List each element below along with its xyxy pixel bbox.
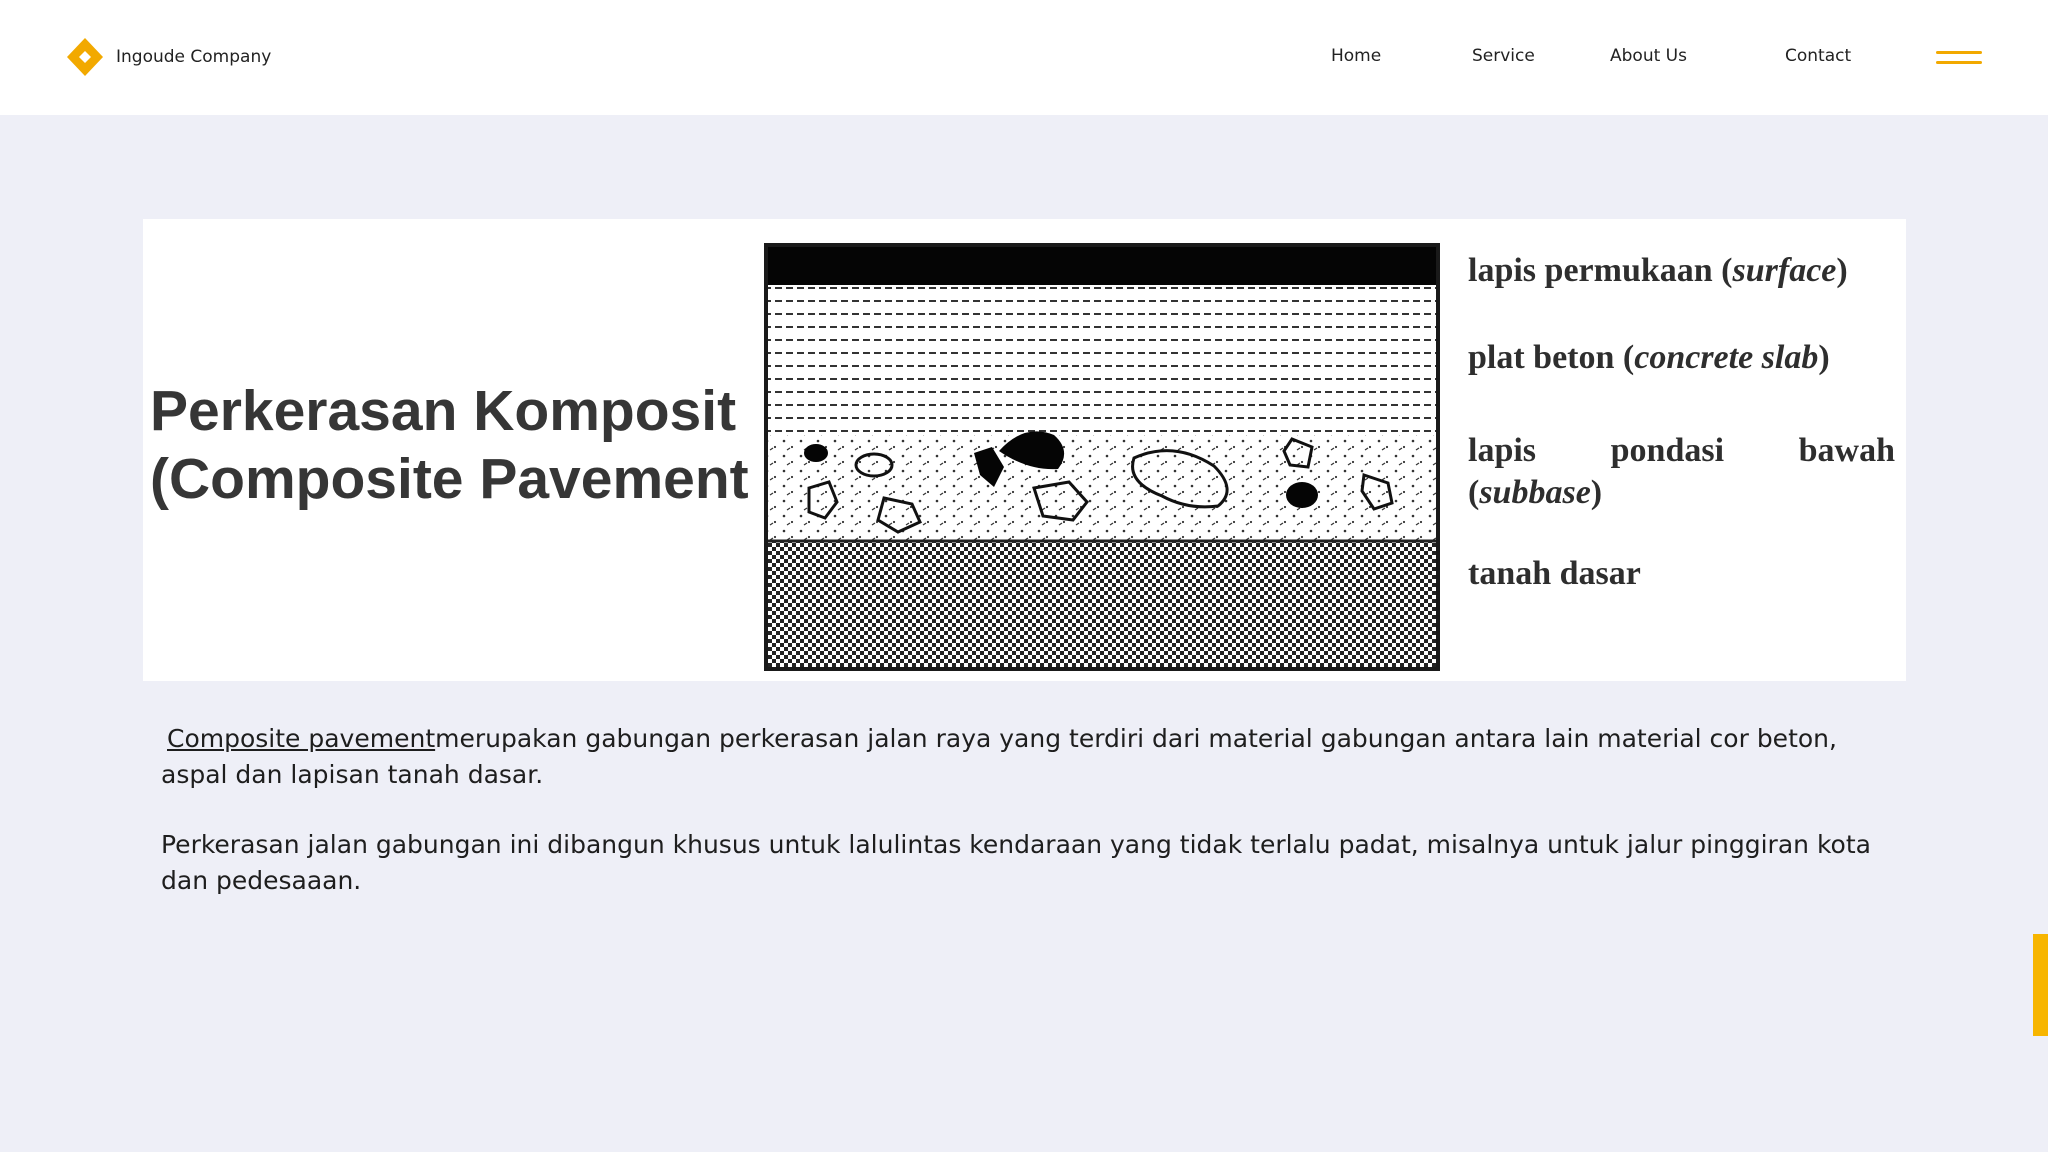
menu-bar	[1936, 51, 1982, 54]
composite-pavement-figure	[143, 219, 1906, 681]
composite-pavement-link[interactable]: Composite pavement	[167, 724, 436, 753]
site-header	[0, 0, 2048, 115]
subbase-label: lapis pondasi bawah (subbase)	[1468, 432, 1895, 511]
hamburger-icon[interactable]	[1936, 51, 1982, 67]
surface-layer	[766, 245, 1438, 285]
nav-service-link[interactable]: Service	[1472, 46, 1535, 66]
figure-title	[150, 377, 749, 513]
concrete-slab-label: plat beton (concrete slab)	[1468, 339, 1830, 376]
article-content	[161, 721, 1881, 933]
pavement-layer-diagram	[764, 243, 1440, 671]
brand[interactable]	[66, 37, 271, 77]
subgrade-label: tanah dasar	[1468, 555, 1641, 592]
nav-contact-link[interactable]: Contact	[1785, 46, 1852, 66]
surface-layer-label: lapis permukaan (surface)	[1468, 252, 1848, 289]
nav-home-link[interactable]: Home	[1331, 46, 1382, 66]
paragraph-1-text: merupakan gabungan perkerasan jalan raya yang terdiri dari material gabungan antara lain material cor beton, aspal dan lapisan tanah dasar.	[161, 724, 1837, 789]
menu-bar	[1936, 61, 1982, 64]
brand-name: Ingoude Company	[116, 47, 272, 67]
nav-about-link[interactable]: About Us	[1610, 46, 1687, 66]
figure-title-line-1: Perkerasan Komposit	[150, 379, 737, 443]
paragraph-2: Perkerasan jalan gabungan ini dibangun khusus untuk lalulintas kendaraan yang tidak terlalu padat, misalnya untuk jalur pinggiran kota dan pedesaaan.	[161, 830, 1871, 895]
figure-title-line-2: (Composite Pavement	[150, 447, 749, 511]
side-tab-handle[interactable]	[2033, 934, 2048, 1036]
subbase-layer	[766, 435, 1438, 541]
concrete-slab-layer	[766, 285, 1438, 435]
paragraph-1	[161, 721, 1881, 793]
diamond-logo-icon	[66, 37, 104, 77]
subgrade-layer	[766, 541, 1438, 669]
